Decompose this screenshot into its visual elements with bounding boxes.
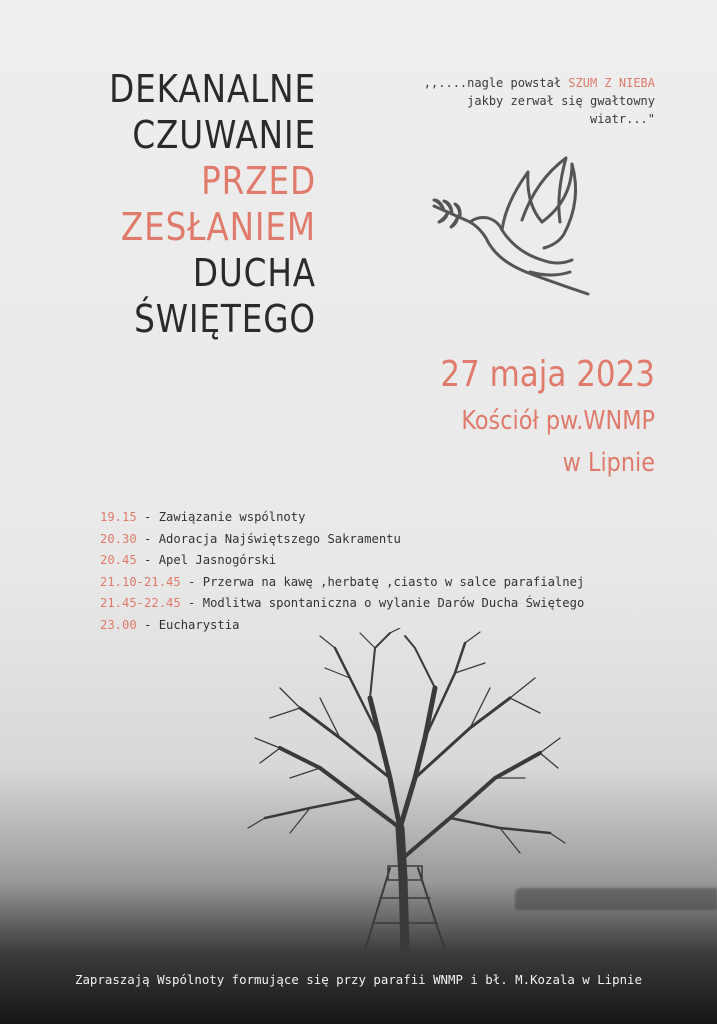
schedule-text: - Eucharystia (136, 617, 240, 632)
schedule-text: - Modlitwa spontaniczna o wylanie Darów Ducha Świętego (180, 596, 585, 611)
title-line-1: DEKANALNE (109, 67, 316, 111)
schedule-time: 20.45 (100, 553, 137, 568)
schedule-item (100, 572, 680, 594)
quote-line-3: wiatr..." (589, 112, 655, 126)
title-line-4: ZESŁANIEM (120, 205, 316, 249)
schedule-text: - Zawiązanie wspólnoty (136, 510, 306, 524)
quote-highlight: SZUM Z NIEBA (568, 76, 655, 90)
title-line-3: PRZED (201, 159, 316, 203)
bible-quote (395, 74, 655, 128)
schedule-item (100, 507, 680, 529)
quote-line-2: jakby zerwał się gwałtowny (467, 94, 655, 108)
quote-prefix: ,,....nagle powstał (423, 76, 569, 90)
footer-invitation: Zapraszają Wspólnoty formujące się przy parafii WNMP i bł. M.Kozala w Lipnie (75, 972, 642, 987)
quote-line-1 (395, 74, 655, 92)
schedule-time: 23.00 (100, 617, 137, 632)
title-line-5: DUCHA (192, 251, 316, 295)
schedule-item (100, 550, 680, 572)
schedule-text: - Przerwa na kawę ,herbatę ,ciasto w salce parafialnej (180, 574, 585, 589)
event-date: 27 maja 2023 (440, 354, 655, 395)
schedule-text: - Adoracja Najświętszego Sakramentu (136, 531, 401, 546)
schedule-text: - Apel Jasnogórski (136, 553, 277, 568)
poster-title (96, 66, 316, 342)
title-line-2: CZUWANIE (132, 113, 316, 157)
event-place-line-2: w Lipnie (562, 448, 655, 478)
schedule-item (100, 593, 680, 615)
event-place-line-1: Kościół pw.WNMP (461, 406, 655, 436)
schedule-time: 21.45-22.45 (100, 596, 181, 611)
schedule-list (100, 507, 680, 637)
event-info (295, 350, 655, 484)
schedule-time: 19.15 (100, 510, 137, 524)
tree-illustration (240, 628, 570, 958)
dove-icon (430, 150, 600, 305)
schedule-time: 20.30 (100, 531, 137, 546)
title-line-6: ŚWIĘTEGO (134, 297, 316, 341)
schedule-time: 21.10-21.45 (100, 574, 181, 589)
schedule-item (100, 529, 680, 551)
